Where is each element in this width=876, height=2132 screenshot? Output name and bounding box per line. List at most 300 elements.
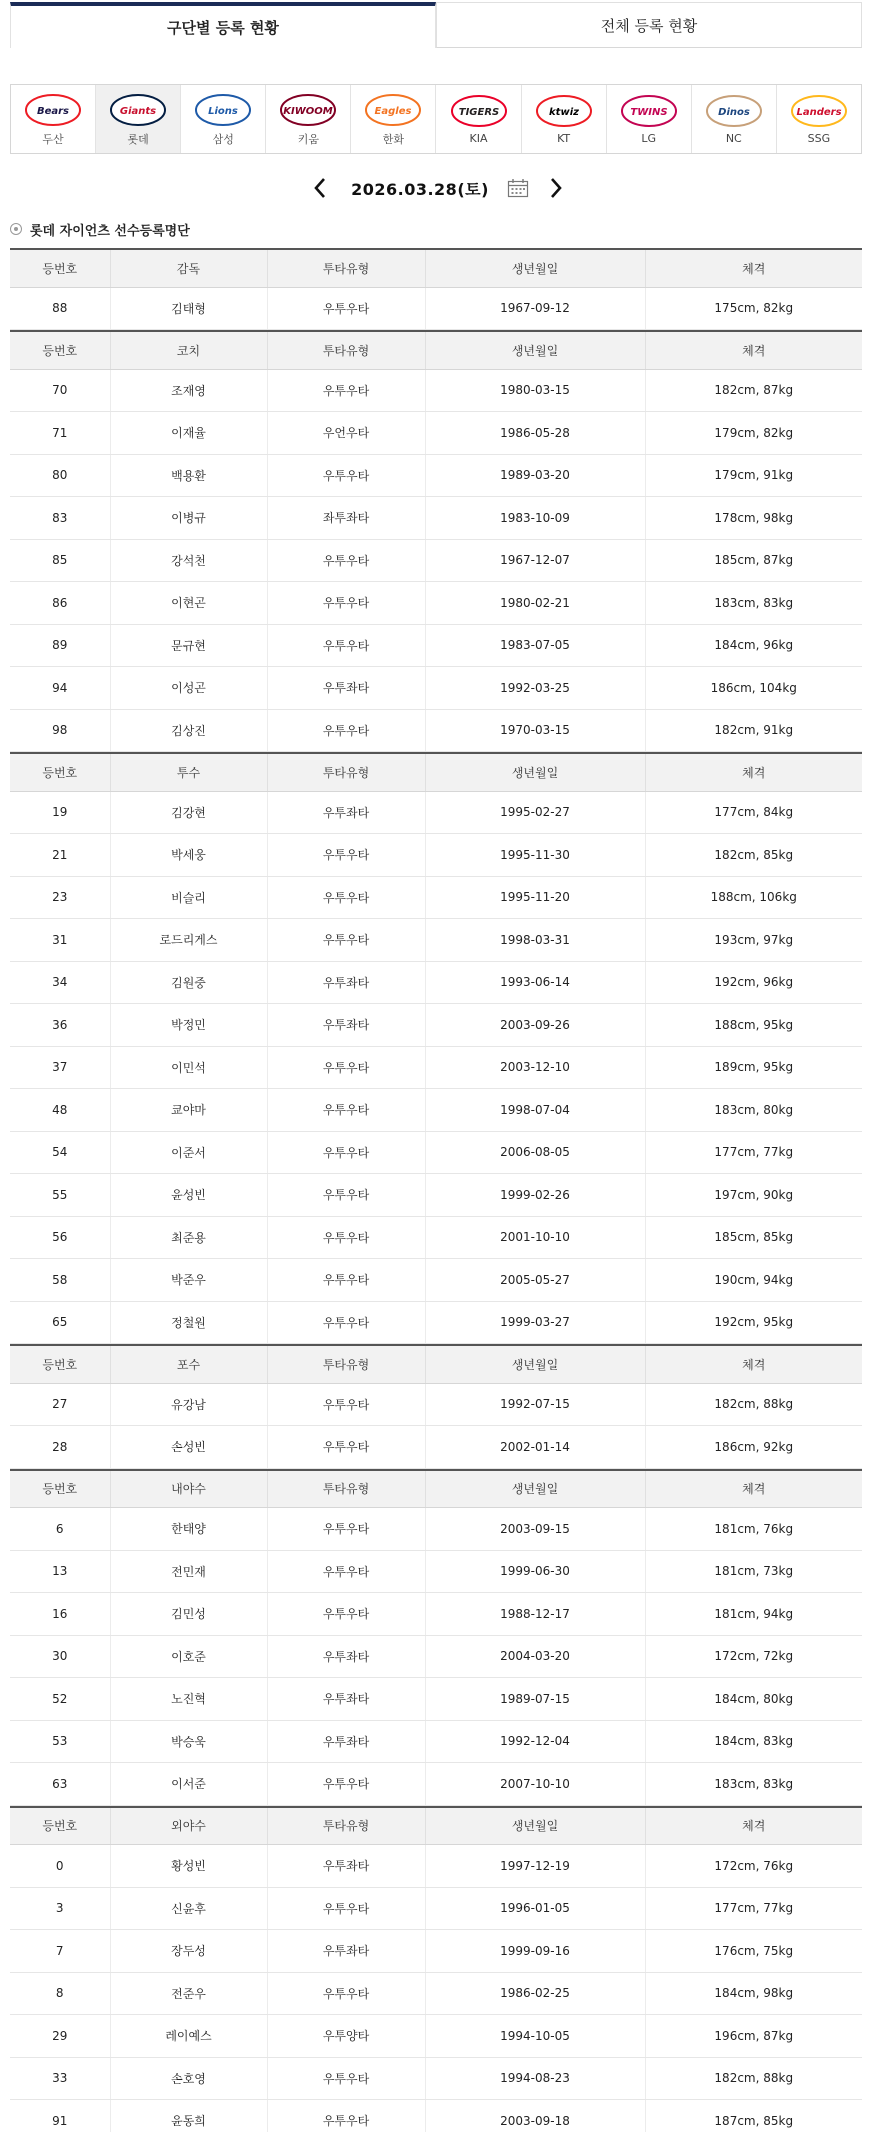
table-row [10, 624, 862, 667]
team-tab-6[interactable] [436, 85, 521, 153]
table-cell: 188cm, 95kg [645, 1004, 862, 1047]
table-cell: 2006-08-05 [425, 1131, 645, 1174]
table-cell: 1992-03-25 [425, 667, 645, 710]
table-cell: 53 [10, 1720, 110, 1763]
table-cell: 손성빈 [110, 1426, 267, 1469]
table-cell: 1993-06-14 [425, 961, 645, 1004]
table-cell: 정철원 [110, 1301, 267, 1344]
column-header: 생년월일 [425, 1345, 645, 1383]
column-header: 등번호 [10, 1807, 110, 1845]
table-row [10, 582, 862, 625]
table-cell: 2007-10-10 [425, 1763, 645, 1806]
table-cell: 186cm, 92kg [645, 1426, 862, 1469]
table-cell: 30 [10, 1635, 110, 1678]
table-cell: 레이예스 [110, 2015, 267, 2058]
table-cell: 63 [10, 1763, 110, 1806]
table-cell: 우투우타 [267, 919, 425, 962]
table-cell: 193cm, 97kg [645, 919, 862, 962]
table-row [10, 1004, 862, 1047]
table-cell: 우투좌타 [267, 1635, 425, 1678]
table-row [10, 1426, 862, 1469]
table-cell: 29 [10, 2015, 110, 2058]
table-cell: 183cm, 83kg [645, 1763, 862, 1806]
table-cell: 184cm, 96kg [645, 624, 862, 667]
column-header: 등번호 [10, 1470, 110, 1508]
table-row [10, 497, 862, 540]
table-cell: 48 [10, 1089, 110, 1132]
tab-team-registration[interactable]: 구단별 등록 현황 [10, 2, 436, 48]
table-cell: 187cm, 85kg [645, 2100, 862, 2132]
table-cell: 98 [10, 709, 110, 752]
table-cell: 1989-03-20 [425, 454, 645, 497]
table-cell: 우투우타 [267, 1089, 425, 1132]
roster-table [10, 1469, 862, 1806]
table-cell: 19 [10, 791, 110, 834]
roster-table [10, 330, 862, 752]
table-row [10, 1046, 862, 1089]
table-cell: 1995-11-30 [425, 834, 645, 877]
table-row [10, 1216, 862, 1259]
table-cell: 1980-02-21 [425, 582, 645, 625]
table-cell: 우투우타 [267, 1763, 425, 1806]
table-cell: 85 [10, 539, 110, 582]
column-header: 투수 [110, 753, 267, 791]
date-navigator [0, 168, 876, 208]
table-cell: 192cm, 95kg [645, 1301, 862, 1344]
svg-text:Landers: Landers [796, 107, 842, 118]
dinos-logo-icon [705, 93, 763, 129]
table-cell: 181cm, 73kg [645, 1550, 862, 1593]
table-cell: 1998-03-31 [425, 919, 645, 962]
column-header: 생년월일 [425, 753, 645, 791]
eagles-logo-icon [364, 92, 422, 128]
table-row [10, 1383, 862, 1426]
table-cell: 조재영 [110, 369, 267, 412]
column-header: 체격 [645, 1470, 862, 1508]
table-cell: 문규현 [110, 624, 267, 667]
tab-bar [10, 2, 862, 48]
table-cell: 1967-09-12 [425, 287, 645, 330]
table-cell: 188cm, 106kg [645, 876, 862, 919]
table-cell: 박준우 [110, 1259, 267, 1302]
table-cell: 3 [10, 1887, 110, 1930]
next-date-button[interactable] [543, 173, 569, 203]
table-cell: 7 [10, 1930, 110, 1973]
team-name: SSG [807, 132, 831, 145]
table-cell: 182cm, 91kg [645, 709, 862, 752]
table-cell: 1999-06-30 [425, 1550, 645, 1593]
table-cell: 1998-07-04 [425, 1089, 645, 1132]
table-row [10, 919, 862, 962]
column-header: 코치 [110, 331, 267, 369]
table-cell: 이현곤 [110, 582, 267, 625]
table-cell: 184cm, 80kg [645, 1678, 862, 1721]
table-cell: 56 [10, 1216, 110, 1259]
column-header: 투타유형 [267, 249, 425, 287]
column-header: 등번호 [10, 331, 110, 369]
column-header: 체격 [645, 753, 862, 791]
table-cell: 손호영 [110, 2057, 267, 2100]
column-header: 체격 [645, 331, 862, 369]
calendar-icon [507, 178, 529, 198]
table-row [10, 876, 862, 919]
table-cell: 우투우타 [267, 1550, 425, 1593]
table-cell: 175cm, 82kg [645, 287, 862, 330]
table-cell: 172cm, 76kg [645, 1845, 862, 1888]
table-cell: 1996-01-05 [425, 1887, 645, 1930]
table-row [10, 1301, 862, 1344]
table-cell: 2003-09-15 [425, 1508, 645, 1551]
table-cell: 한태양 [110, 1508, 267, 1551]
table-cell: 우투우타 [267, 1301, 425, 1344]
svg-text:Dinos: Dinos [717, 107, 750, 118]
team-tab-3[interactable] [181, 85, 266, 153]
table-cell: 우투우타 [267, 1131, 425, 1174]
table-row [10, 1131, 862, 1174]
table-row [10, 2015, 862, 2058]
column-header: 내야수 [110, 1470, 267, 1508]
team-name: KT [557, 132, 571, 145]
column-header: 생년월일 [425, 249, 645, 287]
table-row [10, 1763, 862, 1806]
table-cell: 김원중 [110, 961, 267, 1004]
table-cell: 우투우타 [267, 1972, 425, 2015]
table-cell: 28 [10, 1426, 110, 1469]
table-row [10, 287, 862, 330]
table-cell: 2004-03-20 [425, 1635, 645, 1678]
table-cell: 이병규 [110, 497, 267, 540]
table-row [10, 454, 862, 497]
table-cell: 김태형 [110, 287, 267, 330]
team-tab-4[interactable] [266, 85, 351, 153]
table-cell: 전준우 [110, 1972, 267, 2015]
team-name: 한화 [382, 132, 405, 146]
column-header: 투타유형 [267, 1470, 425, 1508]
table-cell: 우투좌타 [267, 1930, 425, 1973]
giants-logo-icon [109, 92, 167, 128]
roster-table [10, 752, 862, 1344]
table-cell: 1999-03-27 [425, 1301, 645, 1344]
column-header: 투타유형 [267, 1345, 425, 1383]
table-row [10, 412, 862, 455]
roster-table [10, 248, 862, 330]
column-header: 등번호 [10, 1345, 110, 1383]
table-header-row [10, 249, 862, 287]
table-cell: 우투우타 [267, 834, 425, 877]
table-cell: 182cm, 87kg [645, 369, 862, 412]
table-cell: 16 [10, 1593, 110, 1636]
table-cell: 우투좌타 [267, 1004, 425, 1047]
table-cell: 182cm, 88kg [645, 1383, 862, 1426]
table-cell: 1995-11-20 [425, 876, 645, 919]
table-cell: 33 [10, 2057, 110, 2100]
table-cell: 183cm, 83kg [645, 582, 862, 625]
twins-logo-icon [620, 93, 678, 129]
table-header-row [10, 753, 862, 791]
team-tab-1[interactable] [11, 85, 96, 153]
table-cell: 장두성 [110, 1930, 267, 1973]
table-cell: 21 [10, 834, 110, 877]
table-cell: 김민성 [110, 1593, 267, 1636]
table-cell: 이준서 [110, 1131, 267, 1174]
ktwiz-logo-icon [535, 93, 593, 129]
table-header-row [10, 331, 862, 369]
table-cell: 로드리게스 [110, 919, 267, 962]
table-cell: 1986-02-25 [425, 1972, 645, 2015]
table-row [10, 1174, 862, 1217]
table-cell: 우투우타 [267, 287, 425, 330]
table-cell: 백용환 [110, 454, 267, 497]
column-header: 생년월일 [425, 1807, 645, 1845]
table-cell: 우투좌타 [267, 1678, 425, 1721]
column-header: 체격 [645, 1345, 862, 1383]
table-cell: 1986-05-28 [425, 412, 645, 455]
table-cell: 94 [10, 667, 110, 710]
table-cell: 우투우타 [267, 582, 425, 625]
table-row [10, 369, 862, 412]
svg-text:Lions: Lions [208, 105, 239, 117]
table-cell: 185cm, 87kg [645, 539, 862, 582]
team-name: KIA [469, 132, 488, 145]
table-row [10, 1972, 862, 2015]
table-cell: 우투우타 [267, 2057, 425, 2100]
table-cell: 181cm, 94kg [645, 1593, 862, 1636]
table-header-row [10, 1470, 862, 1508]
table-row [10, 961, 862, 1004]
table-cell: 179cm, 82kg [645, 412, 862, 455]
table-row [10, 1089, 862, 1132]
table-cell: 190cm, 94kg [645, 1259, 862, 1302]
table-cell: 184cm, 98kg [645, 1972, 862, 2015]
table-cell: 1994-10-05 [425, 2015, 645, 2058]
table-cell: 이성곤 [110, 667, 267, 710]
table-cell: 김상진 [110, 709, 267, 752]
table-cell: 178cm, 98kg [645, 497, 862, 540]
column-header: 투타유형 [267, 1807, 425, 1845]
table-cell: 박정민 [110, 1004, 267, 1047]
table-cell: 27 [10, 1383, 110, 1426]
table-cell: 우투좌타 [267, 667, 425, 710]
table-cell: 6 [10, 1508, 110, 1551]
table-cell: 86 [10, 582, 110, 625]
table-cell: 신윤후 [110, 1887, 267, 1930]
team-name: 키움 [297, 132, 319, 146]
svg-text:Giants: Giants [120, 105, 157, 117]
table-row [10, 834, 862, 877]
table-cell: 2002-01-14 [425, 1426, 645, 1469]
table-cell: 80 [10, 454, 110, 497]
table-row [10, 667, 862, 710]
table-row [10, 1845, 862, 1888]
landers-logo-icon [790, 93, 848, 129]
table-cell: 52 [10, 1678, 110, 1721]
table-cell: 우언우타 [267, 412, 425, 455]
table-cell: 우투우타 [267, 1426, 425, 1469]
table-cell: 183cm, 80kg [645, 1089, 862, 1132]
table-cell: 우투우타 [267, 1887, 425, 1930]
table-cell: 2003-12-10 [425, 1046, 645, 1089]
table-row [10, 1508, 862, 1551]
svg-text:KIWOOM: KIWOOM [283, 105, 334, 117]
table-row [10, 1635, 862, 1678]
table-cell: 196cm, 87kg [645, 2015, 862, 2058]
table-cell: 우투우타 [267, 1383, 425, 1426]
table-row [10, 2100, 862, 2132]
team-tab-10[interactable] [777, 85, 861, 153]
team-selector [10, 84, 862, 154]
table-cell: 55 [10, 1174, 110, 1217]
table-cell: 37 [10, 1046, 110, 1089]
svg-text:Bears: Bears [37, 105, 70, 117]
tigers-logo-icon [450, 93, 508, 129]
table-cell: 김강현 [110, 791, 267, 834]
table-cell: 83 [10, 497, 110, 540]
roster-tables [10, 248, 862, 2132]
table-cell: 23 [10, 876, 110, 919]
table-cell: 박승욱 [110, 1720, 267, 1763]
table-cell: 이서준 [110, 1763, 267, 1806]
table-row [10, 1593, 862, 1636]
team-name: 롯데 [127, 132, 149, 146]
table-cell: 176cm, 75kg [645, 1930, 862, 1973]
table-cell: 1983-07-05 [425, 624, 645, 667]
table-cell: 31 [10, 919, 110, 962]
table-cell: 1994-08-23 [425, 2057, 645, 2100]
table-cell: 우투좌타 [267, 961, 425, 1004]
table-cell: 비슬리 [110, 876, 267, 919]
table-row [10, 1720, 862, 1763]
column-header: 생년월일 [425, 331, 645, 369]
table-cell: 최준용 [110, 1216, 267, 1259]
table-row [10, 1678, 862, 1721]
table-cell: 강석천 [110, 539, 267, 582]
table-cell: 전민재 [110, 1550, 267, 1593]
table-cell: 우투양타 [267, 2015, 425, 2058]
prev-date-button[interactable] [307, 173, 333, 203]
table-cell: 우투우타 [267, 624, 425, 667]
table-cell: 189cm, 95kg [645, 1046, 862, 1089]
table-row [10, 1259, 862, 1302]
table-cell: 박세웅 [110, 834, 267, 877]
table-cell: 우투좌타 [267, 1720, 425, 1763]
table-cell: 우투우타 [267, 2100, 425, 2132]
table-cell: 58 [10, 1259, 110, 1302]
table-cell: 윤성빈 [110, 1174, 267, 1217]
table-cell: 197cm, 90kg [645, 1174, 862, 1217]
table-cell: 우투좌타 [267, 791, 425, 834]
table-cell: 우투우타 [267, 369, 425, 412]
team-tab-5[interactable] [351, 85, 436, 153]
team-tab-9[interactable] [692, 85, 777, 153]
table-cell: 쿄야마 [110, 1089, 267, 1132]
table-cell: 71 [10, 412, 110, 455]
table-cell: 우투우타 [267, 876, 425, 919]
chevron-right-icon [549, 177, 563, 199]
table-cell: 184cm, 83kg [645, 1720, 862, 1763]
table-cell: 13 [10, 1550, 110, 1593]
team-name: 두산 [42, 132, 64, 146]
table-cell: 1992-07-15 [425, 1383, 645, 1426]
svg-text:ktwiz: ktwiz [548, 107, 579, 118]
table-cell: 우투우타 [267, 1593, 425, 1636]
table-row [10, 1887, 862, 1930]
bears-logo-icon [24, 92, 82, 128]
table-cell: 177cm, 77kg [645, 1887, 862, 1930]
team-tab-2[interactable] [96, 85, 181, 153]
table-cell: 1999-02-26 [425, 1174, 645, 1217]
team-tab-8[interactable] [607, 85, 692, 153]
table-cell: 2003-09-18 [425, 2100, 645, 2132]
table-row [10, 791, 862, 834]
team-name: LG [641, 132, 657, 145]
column-header: 투타유형 [267, 753, 425, 791]
table-cell: 1983-10-09 [425, 497, 645, 540]
table-cell: 186cm, 104kg [645, 667, 862, 710]
table-cell: 1999-09-16 [425, 1930, 645, 1973]
svg-text:TIGERS: TIGERS [458, 107, 499, 118]
column-header: 등번호 [10, 753, 110, 791]
tab-all-registration[interactable]: 전체 등록 현황 [436, 2, 862, 48]
table-cell: 우투우타 [267, 1216, 425, 1259]
table-header-row [10, 1807, 862, 1845]
lions-logo-icon [194, 92, 252, 128]
table-cell: 2001-10-10 [425, 1216, 645, 1259]
table-cell: 1989-07-15 [425, 1678, 645, 1721]
table-cell: 1997-12-19 [425, 1845, 645, 1888]
table-cell: 유강남 [110, 1383, 267, 1426]
team-name: 삼성 [212, 132, 234, 146]
calendar-button[interactable] [507, 178, 529, 198]
table-cell: 이재율 [110, 412, 267, 455]
current-date: 2026.03.28(토) [351, 179, 489, 199]
kiwoom-logo-icon [279, 92, 337, 128]
roster-table [10, 1344, 862, 1469]
table-cell: 182cm, 85kg [645, 834, 862, 877]
table-cell: 181cm, 76kg [645, 1508, 862, 1551]
table-cell: 8 [10, 1972, 110, 2015]
team-tab-7[interactable] [522, 85, 607, 153]
table-row [10, 1550, 862, 1593]
table-cell: 황성빈 [110, 1845, 267, 1888]
table-cell: 0 [10, 1845, 110, 1888]
table-cell: 179cm, 91kg [645, 454, 862, 497]
team-name: NC [725, 132, 742, 145]
column-header: 투타유형 [267, 331, 425, 369]
table-row [10, 2057, 862, 2100]
roster-heading [10, 218, 190, 240]
table-row [10, 1930, 862, 1973]
table-cell: 우투우타 [267, 1508, 425, 1551]
table-cell: 1970-03-15 [425, 709, 645, 752]
column-header: 체격 [645, 249, 862, 287]
column-header: 등번호 [10, 249, 110, 287]
table-cell: 우투우타 [267, 1174, 425, 1217]
column-header: 체격 [645, 1807, 862, 1845]
table-row [10, 539, 862, 582]
table-cell: 54 [10, 1131, 110, 1174]
table-cell: 이민석 [110, 1046, 267, 1089]
table-cell: 185cm, 85kg [645, 1216, 862, 1259]
svg-text:Eagles: Eagles [374, 105, 412, 117]
table-cell: 70 [10, 369, 110, 412]
table-header-row [10, 1345, 862, 1383]
table-cell: 우투우타 [267, 539, 425, 582]
table-cell: 89 [10, 624, 110, 667]
table-cell: 34 [10, 961, 110, 1004]
table-cell: 182cm, 88kg [645, 2057, 862, 2100]
table-cell: 우투좌타 [267, 1845, 425, 1888]
table-row [10, 709, 862, 752]
